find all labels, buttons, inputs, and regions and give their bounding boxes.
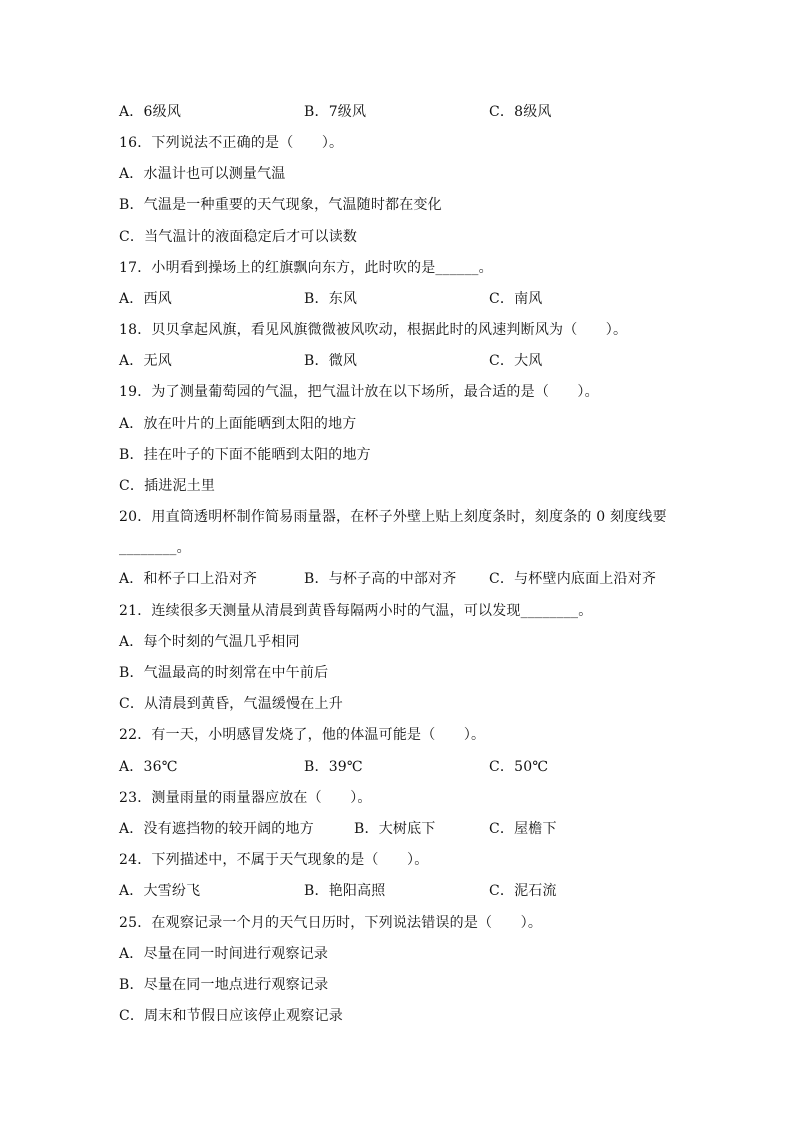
q19-option-a: A．放在叶片的上面能晒到太阳的地方 bbox=[119, 416, 357, 432]
q18-stem: 18．贝贝拿起风旗，看见风旗微微被风吹动，根据此时的风速判断风为（ ）。 bbox=[119, 322, 628, 338]
q25-option-c: C．周末和节假日应该停止观察记录 bbox=[119, 1008, 343, 1024]
q24-option-c: C．泥石流 bbox=[489, 883, 557, 899]
q16-option-a: A．水温计也可以测量气温 bbox=[119, 166, 286, 182]
q20-stem: 20．用直筒透明杯制作简易雨量器，在杯子外壁上贴上刻度条时，刻度条的 0 刻度线要 bbox=[119, 509, 667, 525]
q23-stem: 23．测量雨量的雨量器应放在（ ）。 bbox=[119, 790, 372, 806]
q16-option-b: B．气温是一种重要的天气现象，气温随时都在变化 bbox=[119, 197, 442, 213]
q16-option-c: C．当气温计的液面稳定后才可以读数 bbox=[119, 229, 358, 245]
q21-option-a: A．每个时刻的气温几乎相同 bbox=[119, 634, 300, 650]
q23-option-b: B．大树底下 bbox=[354, 821, 436, 837]
q20-option-a: A．和杯子口上沿对齐 bbox=[119, 571, 258, 587]
q21-option-c: C．从清晨到黄昏，气温缓慢在上升 bbox=[119, 696, 343, 712]
q21-option-b: B．气温最高的时刻常在中午前后 bbox=[119, 665, 329, 681]
q24-stem: 24．下列描述中，不属于天气现象的是（ ）。 bbox=[119, 852, 429, 868]
q17-option-c: C．南风 bbox=[489, 291, 543, 307]
q16-stem: 16．下列说法不正确的是（ ）。 bbox=[119, 135, 344, 151]
q20-option-c: C．与杯壁内底面上沿对齐 bbox=[489, 571, 657, 587]
q19-stem: 19．为了测量葡萄园的气温，把气温计放在以下场所，最合适的是（ ）。 bbox=[119, 384, 599, 400]
q15-option-c: C．8级风 bbox=[489, 104, 552, 120]
q22-option-a: A．36℃ bbox=[119, 759, 178, 775]
q23-option-c: C．屋檐下 bbox=[489, 821, 557, 837]
q24-option-a: A．大雪纷飞 bbox=[119, 883, 201, 899]
q15-option-b: B．7级风 bbox=[304, 104, 367, 120]
q24-option-b: B．艳阳高照 bbox=[304, 883, 386, 899]
q22-stem: 22．有一天，小明感冒发烧了，他的体温可能是（ ）。 bbox=[119, 727, 486, 743]
q25-option-b: B．尽量在同一地点进行观察记录 bbox=[119, 977, 329, 993]
q19-option-c: C．插进泥土里 bbox=[119, 478, 216, 494]
q23-option-a: A．没有遮挡物的较开阔的地方 bbox=[119, 821, 314, 837]
q20-option-b: B．与杯子高的中部对齐 bbox=[304, 571, 457, 587]
q20-stem-blank: ________。 bbox=[119, 540, 191, 556]
q25-stem: 25．在观察记录一个月的天气日历时，下列说法错误的是（ ）。 bbox=[119, 915, 543, 931]
q21-stem: 21．连续很多天测量从清晨到黄昏每隔两小时的气温，可以发现________。 bbox=[119, 603, 593, 619]
q18-option-a: A．无风 bbox=[119, 353, 172, 369]
q19-option-b: B．挂在叶子的下面不能晒到太阳的地方 bbox=[119, 447, 371, 463]
q25-option-a: A．尽量在同一时间进行观察记录 bbox=[119, 946, 329, 962]
q18-option-b: B．微风 bbox=[304, 353, 358, 369]
q22-option-c: C．50℃ bbox=[489, 759, 549, 775]
q17-option-b: B．东风 bbox=[304, 291, 358, 307]
q17-stem: 17．小明看到操场上的红旗飘向东方，此时吹的是______。 bbox=[119, 260, 493, 276]
q18-option-c: C．大风 bbox=[489, 353, 543, 369]
q22-option-b: B．39℃ bbox=[304, 759, 363, 775]
q15-option-a: A．6级风 bbox=[119, 104, 182, 120]
q17-option-a: A．西风 bbox=[119, 291, 172, 307]
